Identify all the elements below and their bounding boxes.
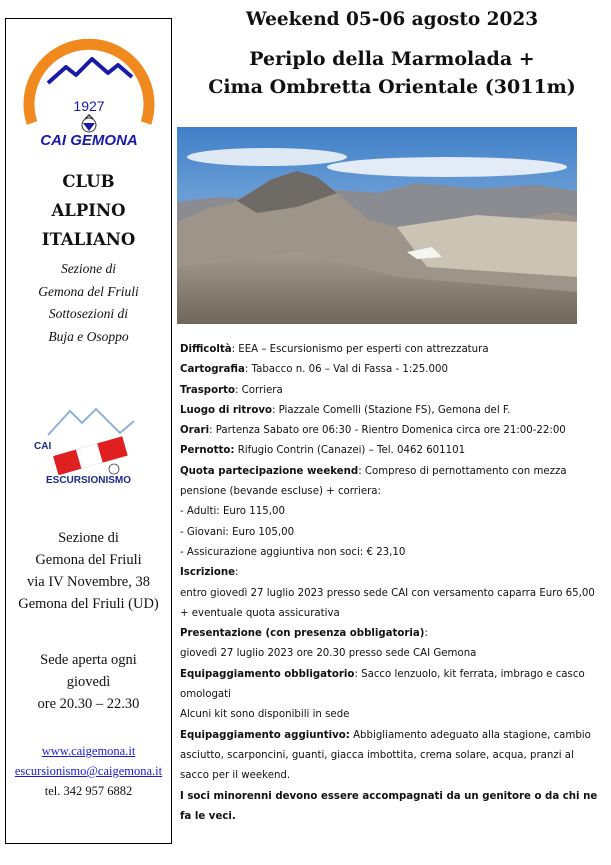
section-info: Sezione di Gemona del Friuli Sottosezioni di Buja e Osoppo [38, 261, 139, 344]
email-link[interactable]: escursionismo@caigemona.it [14, 764, 163, 778]
equipaggiamento-obbligatorio-row: Equipaggiamento obbligatorio: Sacco lenzuolo, kit ferrata, imbrago e casco omologati [180, 668, 585, 701]
pernotto-row: Pernotto: Rifugio Contrin (Canazei) – Tel. 0462 601101 [180, 445, 466, 457]
address: Sezione di Gemona del Friuli via IV Novembre, 38 Gemona del Friuli (UD) [18, 530, 159, 612]
cartografia-row: Cartografia: Tabacco n. 06 – Val di Fassa - 1:25.000 [180, 364, 448, 376]
esc-emblem-icon [109, 464, 119, 474]
escursionismo-logo [30, 403, 146, 485]
ritrovo-row: Luogo di ritrovo: Piazzale Comelli (Stazione FS), Gemona del F. [180, 404, 511, 416]
equipaggiamento-aggiuntivo-row: Equipaggiamento aggiuntivo: Abbigliamento adeguato alla stagione, cambio asciutto, scarponcini, guanti, giacca imbottita, crema solare, acqua, pranzi al sacco per il weekend. [180, 729, 591, 782]
difficolta-row: Difficoltà: EEA – Escursionismo per esperti con attrezzatura [180, 344, 489, 355]
cai-emblem-icon [82, 115, 96, 132]
esc-cai-text: CAI [34, 441, 52, 452]
logo-name: CAI GEMONA [40, 132, 138, 147]
sidebar [5, 18, 172, 844]
presentazione-value: giovedì 27 luglio 2023 ore 20.30 presso sede CAI Gemona [180, 648, 477, 660]
cai-gemona-logo [14, 25, 164, 147]
event-date: Weekend 05-06 agosto 2023 [245, 9, 539, 30]
opening-hours: Sede aperta ogni giovedì ore 20.30 – 22.30 [37, 652, 140, 712]
logo-year: 1927 [73, 98, 105, 114]
event-details [180, 340, 600, 827]
orari-row: Orari: Partenza Sabato ore 06:30 - Rientro Domenica circa ore 21:00-22:00 [180, 425, 566, 437]
trasporto-row: Trasporto: Corriera [180, 384, 283, 396]
contacts [6, 741, 171, 801]
quota-assicurazione: - Assicurazione aggiuntiva non soci: € 23,10 [180, 546, 406, 558]
website-link[interactable]: www.caigemona.it [41, 744, 136, 758]
esc-mountain-icon [48, 409, 134, 435]
club-name: CLUB ALPINO ITALIANO [41, 172, 136, 249]
iscrizione-value: entro giovedì 27 luglio 2023 presso sede CAI con versamento caparra Euro 65,00 + eventuale quota assicurativa [180, 587, 595, 619]
event-title: Periplo della Marmolada + Cima Ombretta Orientale (3011m) [208, 48, 576, 98]
phone-number: tel. 342 957 6882 [44, 784, 133, 798]
quota-row: Quota partecipazione weekend: Compreso di pernottamento con mezza pensione (bevande escluse) + corriera: [180, 465, 567, 498]
equipaggiamento-note: Alcuni kit sono disponibili in sede [180, 709, 350, 721]
iscrizione-label: Iscrizione: [180, 567, 239, 579]
minorenni-note: I soci minorenni devono essere accompagnati da un genitore o da chi ne fa le veci. [180, 790, 598, 822]
mountain-photo [177, 127, 577, 324]
logo-mountain-icon [48, 59, 132, 83]
quota-adulti: - Adulti: Euro 115,00 [180, 506, 285, 518]
presentazione-label: Presentazione (con presenza obbligatoria): [180, 628, 428, 640]
quota-giovani: - Giovani: Euro 105,00 [180, 526, 295, 538]
esc-text: ESCURSIONISMO [46, 475, 132, 485]
